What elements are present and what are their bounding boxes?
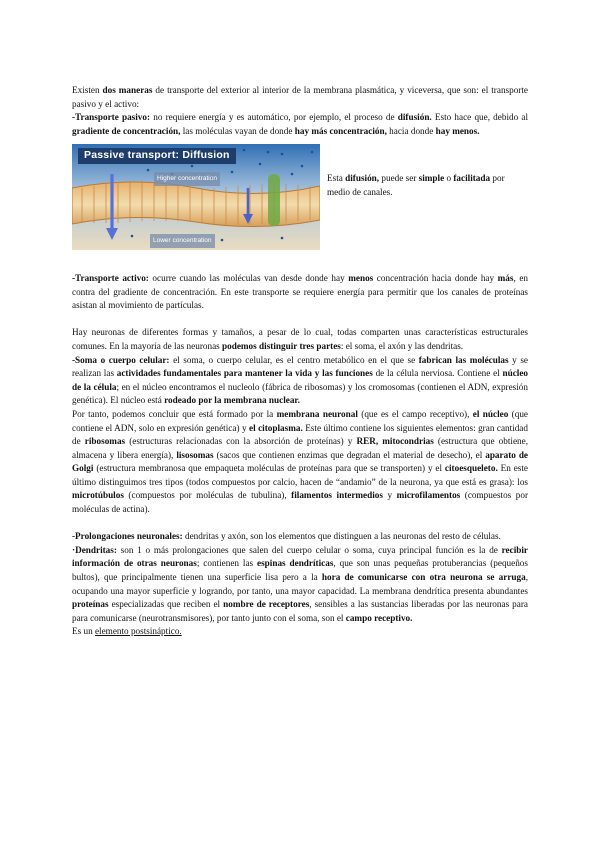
text-run: (estructura membranosa que empaqueta moléculas de proteínas para que se transporten) y el <box>93 463 445 474</box>
section-label: -Transporte pasivo: <box>72 112 151 123</box>
bold-run: núcleo de la célula <box>72 368 529 392</box>
bold-run: hay menos. <box>435 125 480 136</box>
text-run: son 1 o más prolongaciones que salen del cuerpo celular o soma, cuya principal función es la de <box>116 544 502 555</box>
text-run: Por tanto, podemos concluir que está formado por la <box>72 408 277 419</box>
lower-concentration-label: Lower concentration <box>150 234 215 248</box>
text-run: de transporte del exterior al interior de la membrana plasmática, y viceversa, que son: el transporte pasivo y el activo: <box>72 85 528 109</box>
postsynaptic-line <box>72 625 528 639</box>
bold-run: el núcleo <box>472 408 509 419</box>
text-run: Esta <box>327 173 346 184</box>
figure-title: Passive transport: Diffusion <box>78 148 236 164</box>
text-run: Es un <box>72 626 95 637</box>
bold-run: recibir información de otras neuronas <box>72 544 528 569</box>
text-run: por medio de canales. <box>327 173 505 197</box>
text-run: , ocupando una mayor superficie y logrando, por tanto, una mayor capacidad. La membrana dendrítica presenta abundantes <box>72 572 528 596</box>
text-run: ; contienen las <box>196 558 258 569</box>
bold-run: dos maneras <box>102 85 153 95</box>
bold-run: más <box>497 272 514 283</box>
section-label: ·Dendritas: <box>72 544 117 555</box>
neurons-paragraph <box>72 326 528 353</box>
bold-run: rodeado por la membrana nuclear. <box>164 395 300 406</box>
text-run: hacia donde <box>386 125 436 136</box>
extensions-paragraph <box>72 530 528 544</box>
text-run: las moléculas vayan de donde <box>180 125 295 136</box>
bold-run: actividades fundamentales para mantener la vida y las funciones <box>116 368 373 379</box>
soma-summary-paragraph <box>72 408 528 517</box>
text-run: Hay neuronas de diferentes formas y tamaños, a pesar de lo cual, todas comparten unas características estructurales comunes. En la mayoría de las neuronas <box>72 327 528 351</box>
bold-run: el citoplasma. <box>249 422 303 433</box>
bold-run: filamentos intermedios <box>291 490 383 501</box>
intro-paragraph <box>72 84 528 111</box>
bold-run: microfilamentos <box>396 490 461 501</box>
soma-paragraph <box>72 354 528 408</box>
bold-run: podemos distinguir tres partes <box>222 340 341 351</box>
text-run: (estructuras relacionadas con la absorción de proteínas) y <box>125 436 357 447</box>
bold-run: RER, mitocondrias <box>356 436 434 447</box>
passive-transport-paragraph <box>72 111 528 138</box>
text-run: dendritas y axón, son los elementos que distinguen a las neuronas del resto de células. <box>182 531 501 542</box>
text-run: ; en el núcleo encontramos el nucleolo (fábrica de ribosomas) y los cromosomas (contienen el ADN, expresión genética). El núcleo está <box>72 381 528 406</box>
text-run: especializadas que reciben el <box>108 599 224 610</box>
text-run: , sensibles a las sustancias liberadas por las neuronas para para comunicarse (neurotransmisores), por tanto junto con el soma, son el <box>72 599 528 623</box>
underlined-run: elemento postsináptico. <box>94 626 182 637</box>
bold-run: hay más concentración, <box>294 125 387 136</box>
text-run: (que contiene el ADN, solo en expresión genética) y <box>72 408 528 433</box>
bold-run: difusión, <box>345 173 380 184</box>
bold-run: nombre de receptores <box>223 599 310 610</box>
dendrites-paragraph <box>72 544 528 626</box>
text-run: , en contra del gradiente de concentración. En este transporte se requiere energía para permitir que los canales de proteínas asistan al movimiento de partículas. <box>72 272 529 311</box>
bold-run: campo receptivo. <box>345 612 413 623</box>
bold-run: hora de comunicarse con otra neurona se arruga <box>321 572 526 583</box>
bold-run: fabrican las moléculas <box>418 354 509 365</box>
section-label: -Transporte activo: <box>72 272 149 283</box>
text-run: , que son unas pequeñas protuberancias (pequeños bultos), que principalmente tienen una superficie lisa pero a la <box>72 558 528 583</box>
text-run: : el soma, el axón y las dendritas. <box>340 340 464 351</box>
text-run: (sacos que contienen enzimas que degradan el material de desecho), el <box>213 449 486 460</box>
text-run: (que es el campo receptivo), <box>357 408 473 419</box>
section-label: -Prolongaciones neuronales: <box>72 531 183 542</box>
text-run: ocurre cuando las moléculas van desde donde hay <box>148 272 349 283</box>
text-run: (compuestos por moléculas de tubulina), <box>123 490 292 501</box>
text-run: el soma, o cuerpo celular, es el centro metabólico en el que se <box>169 354 419 365</box>
text-run: Esto hace que, debido al <box>431 112 529 123</box>
active-transport-paragraph <box>72 272 528 313</box>
text-run: de la célula nerviosa. Contiene el <box>372 368 503 379</box>
bold-run: aparato de Golgi <box>72 449 529 474</box>
text-run: concentración hacia donde hay <box>373 272 498 283</box>
bold-run: citoesqueleto. <box>444 463 498 474</box>
bold-run: difusión. <box>397 112 432 123</box>
bold-run: lisosomas <box>176 449 214 460</box>
bold-run: microtúbulos <box>72 490 124 501</box>
bold-run: proteínas <box>72 599 109 610</box>
bold-run: espinas dendríticas <box>257 558 334 569</box>
text-run: o <box>444 173 454 184</box>
diffusion-illustration <box>72 144 320 250</box>
text-run: Este último contiene los siguientes elementos: gran cantidad de <box>72 422 528 447</box>
bold-run: facilitada <box>453 173 491 184</box>
text-run: En este último distinguimos tres tipos (todos compuestos por calcio, hacen de “andamio” de la neurona, ya que está es grasa): los <box>72 463 528 487</box>
text-run: (estructura que obtiene, almacena y libera energía), <box>72 436 528 460</box>
text-run: Existen <box>72 85 103 95</box>
bold-run: menos <box>348 272 374 283</box>
text-run: y <box>382 490 397 501</box>
bold-run: membrana neuronal <box>276 408 358 419</box>
bold-run: gradiente de concentración, <box>72 125 181 136</box>
higher-concentration-label: Higher concentration <box>154 172 220 186</box>
figure-row <box>72 144 528 254</box>
diffusion-note <box>327 172 527 199</box>
section-label: -Soma o cuerpo celular: <box>72 354 170 365</box>
text-run: y se realizan las <box>72 354 528 379</box>
bold-run: ribosomas <box>84 436 126 447</box>
bold-run: simple <box>418 173 445 184</box>
text-run: no requiere energía y es automático, por ejemplo, el proceso de <box>150 112 398 123</box>
text-run: puede ser <box>379 173 419 184</box>
text-run: (compuestos por moléculas de actina). <box>72 490 529 515</box>
document-page <box>72 84 528 639</box>
